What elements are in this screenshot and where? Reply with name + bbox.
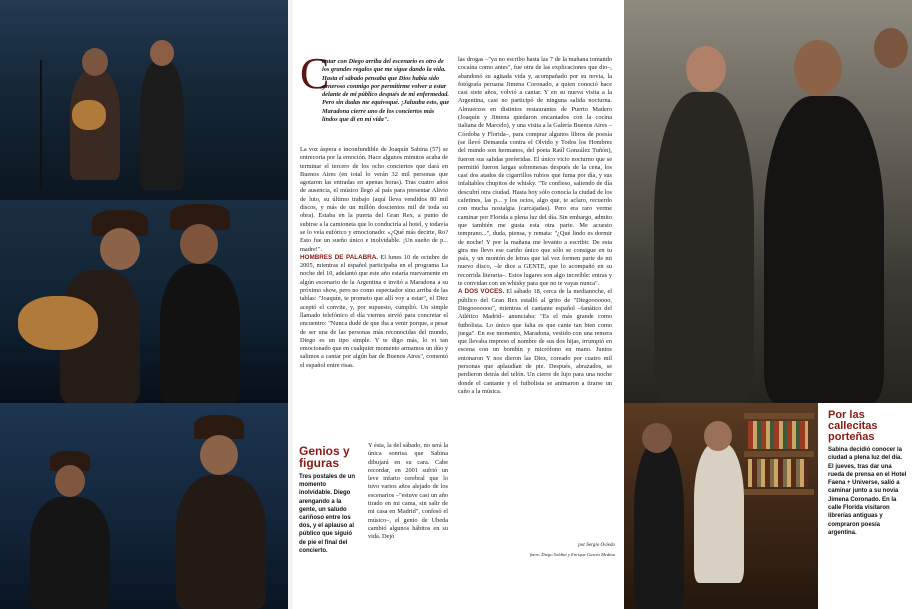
sidebar-genios-body: Tres postales de un momento inolvidable. Diego arengando a la gente, un saludo cariñoso entre los dos, y el aplauso al público que siguió de pie el final del concierto. xyxy=(299,474,356,554)
man-head xyxy=(704,421,732,451)
singer-head xyxy=(794,40,842,96)
article-paragraph: El sábado 18, cerca de la medianoche, el público del Gran Rex estalló al grito de "Diegooooooo, Diegooooooo", mientras el cantante español –fanático del Atlético Madrid– anunciaba: "Es el más grande como futbolista. Lo único que falta es que cante tan bien como juega". En ese momento, Maradona, vestido con una remera que llevaba impreso el nombre de sus dos hijas, irrumpió en escena con un bombín y micrófono en mano. Juntos entonaron Y nos dieron las Diez, coreado por cuatro mil personas que aplaudían de pie. Después, abrazados, se perdieron detrás del telón. Un cierre de lujo para una noche donde el cantante y el futbolista se animaron a tirarse un caño a la música. xyxy=(458,288,612,395)
bystander-head xyxy=(874,28,908,68)
maradona-head xyxy=(150,40,174,66)
bookshelf xyxy=(744,413,814,419)
article-column-a2: Y ésta, la del sábado, no será la única sonrisa que Sabina dibujará en su cara. Cabe recordar, en 2001 sufrió un leve infarto cerebral que lo tuvo varios años alejado de los escenarios –"estuve casi un año tirado en mi cama, sin salir de mi casa en Madrid", confesó el músico–, el genio de Ubeda cambió algunos hábitos en su vida. Dejó xyxy=(368,442,448,541)
article-paragraph: La voz áspera e inconfundible de Joaquín Sabina (57) se entrecorta por la emoción. Hace algunos minutos acaba de terminar el tercero de los ocho conciertos que dará en Buenos Aires (en total lo verán 32 mil personas que agotaron las entradas en apenas horas). Tras cuatro años de ausencia, el músico llegó al país para presentar Alivio de luto, su último trabajo (aquí lleva vendidos 80 mil discos, y más de un millón doscientos mil de toda su obra). Estaba en la puerta del Gran Rex, a punto de subirse a la camioneta que lo conduciría al hotel, y todavía se lo veía eufórico y emocionado: «¿Qué más decirte, Ro? Esto fue un sueño único e inolvidable. ¡Un sueño de p... madre!". xyxy=(300,146,448,253)
section-title-dos-voces: A DOS VOCES. xyxy=(458,288,505,296)
sidebar-genios-title: Genios y figuras xyxy=(299,444,350,470)
photo-stage-singing xyxy=(0,0,288,200)
books xyxy=(748,459,808,487)
article-column-b xyxy=(458,56,612,396)
singer-head xyxy=(100,228,140,270)
singer-head xyxy=(200,435,238,475)
photo-bookstore xyxy=(624,403,818,609)
woman-head xyxy=(686,46,726,92)
bookshelf xyxy=(744,451,814,457)
maradona-head xyxy=(180,224,218,264)
singer-figure xyxy=(176,475,266,609)
dropcap-letter: C xyxy=(300,49,330,98)
photo-stage-duet xyxy=(0,200,288,403)
books xyxy=(748,421,808,449)
maradona-figure xyxy=(30,497,110,609)
mic-stand xyxy=(40,60,42,190)
sidebar-portenas-body: Sabina decidió conocer la ciudad a plena luz del día. El jueves, tras dar una rueda de prensa en el Hotel Faena + Universe, salió a caminar junto a su novia Jimena Coronado. En la calle Florida visitaron librerías antiguas y compraron poesía argentina. xyxy=(828,447,907,536)
woman-figure xyxy=(654,92,754,403)
singer-figure xyxy=(764,96,884,403)
article-column-a xyxy=(300,49,449,370)
photo-street-walk xyxy=(624,0,912,403)
man-white-shirt xyxy=(694,443,744,583)
page-gutter xyxy=(288,0,293,609)
article-paragraph: las drogas –"ya no escribo hasta las 7 de la mañana tomando cocaína como antes", fue otra de las explicaciones que dio–, abandonó su agitada vida y, acompañado por su novia, la fotógrafa peruana Jimena Coronado, a quien conoció hace casi siete años, volvió a cantar. Y en su nueva visita a la Argentina, casi no participó de ninguna salida nocturna. Almuerzos en distintos restaurantes de Puerto Madero (Joaquín y Jimena quedaron encantados con la cocina italiana de Marcelo), y una visita a la Galería Buenos Aires –Córdoba y Florida–, para comprar algunos libros de poesía (se llevó Demanda contra el Olvido y Todos los Hombres del mundo son hermanos, del poeta Raúl González Tuñón), fueron sus salidas preferidas. El único vicio nocturno que se permitió fueron largas sobremesas después de la cena, los casi dos atados de cigarrillos rubios que fuma por día, y sus infaltables chupitos de whisky. "Te confieso, saliendo de día descubrí otra ciudad. Hasta hoy sólo conocía la ciudad de los cafetines, las p... y los ocios, algo que, te aclaro, recuerdo con mucha nostalgia (carcajadas). Pero era raro verme caminar por Florida a plena luz del día. Sin embargo, admito que también me gusta esta otra parte. Me acuesto temprano...", duda, piensa, y remata: "¿Qué lindo es dormir de noche! Y por la mañana me levanto a escribir. De esta gira me llevo ese cariño único que sólo se consigue en tu país, y un montón de letras que tal vez formen parte de mi nuevo disco, –le dice a GENTE, que lo acompañó en su recorrida literaria–. Estos lugares son algo increíble: entras y te convidan con un whisky para que no te vayas nunca". xyxy=(458,56,612,288)
guitar-image xyxy=(72,100,106,130)
guitar-image xyxy=(18,296,98,350)
singer-head xyxy=(82,48,108,76)
maradona-figure xyxy=(140,60,184,190)
maradona-head xyxy=(55,465,85,497)
author-credit: por Sergio Oviedo xyxy=(578,543,615,548)
singer-figure xyxy=(634,443,684,609)
singer-head xyxy=(642,423,672,453)
bookshelf xyxy=(744,489,814,495)
article-intro: antar con Diego arriba del escenario es otro de los grandes regalos que me sigue dando la vida. Hasta el sábado pensaba que Dios había sido generoso conmigo por permitirme volver a estar delante de mi público después de mi enfermedad. Pero sin dudas me equivoqué. ¡Jaluuba esto, que Maradona cierre uno de los conciertos más lindos que di en mi vida". xyxy=(322,58,450,124)
article-paragraph: El lunes 10 de octubre de 2005, mientras el español participaba en el programa La noche del 10, adelantó que este año estaría nuevamente en algún escenario de la Argentina e invitó a Maradona a su próximo show, pero no como espectador sino arriba de las tablas: "Joaquín, te prometo que allí voy a estar", el Diez aceptó el convite, y, por supuesto, cumplió. Un simple llamado telefónico el día viernes sirvió para concretar el encuentro: "Nunca dudé de que iba a venir porque, a pesar de ser una de las personas más reconocidas del mundo, Diego es un tipo simple. Y te digo más, lo vi tan emocionado que en cualquier momento armamos un dúo y salimos a cantar por algún bar de Buenos Aires", comentó el español entre risas. xyxy=(300,253,449,369)
maradona-figure xyxy=(160,264,240,403)
sidebar-portenas-title: Por las callecitas porteñas xyxy=(828,409,878,443)
section-title-hombres: HOMBRES DE PALABRA. xyxy=(300,253,379,261)
photo-stage-applause xyxy=(0,403,288,609)
photo-credit: fotos: Diego Soldini y Enrique García Medina xyxy=(529,552,615,557)
